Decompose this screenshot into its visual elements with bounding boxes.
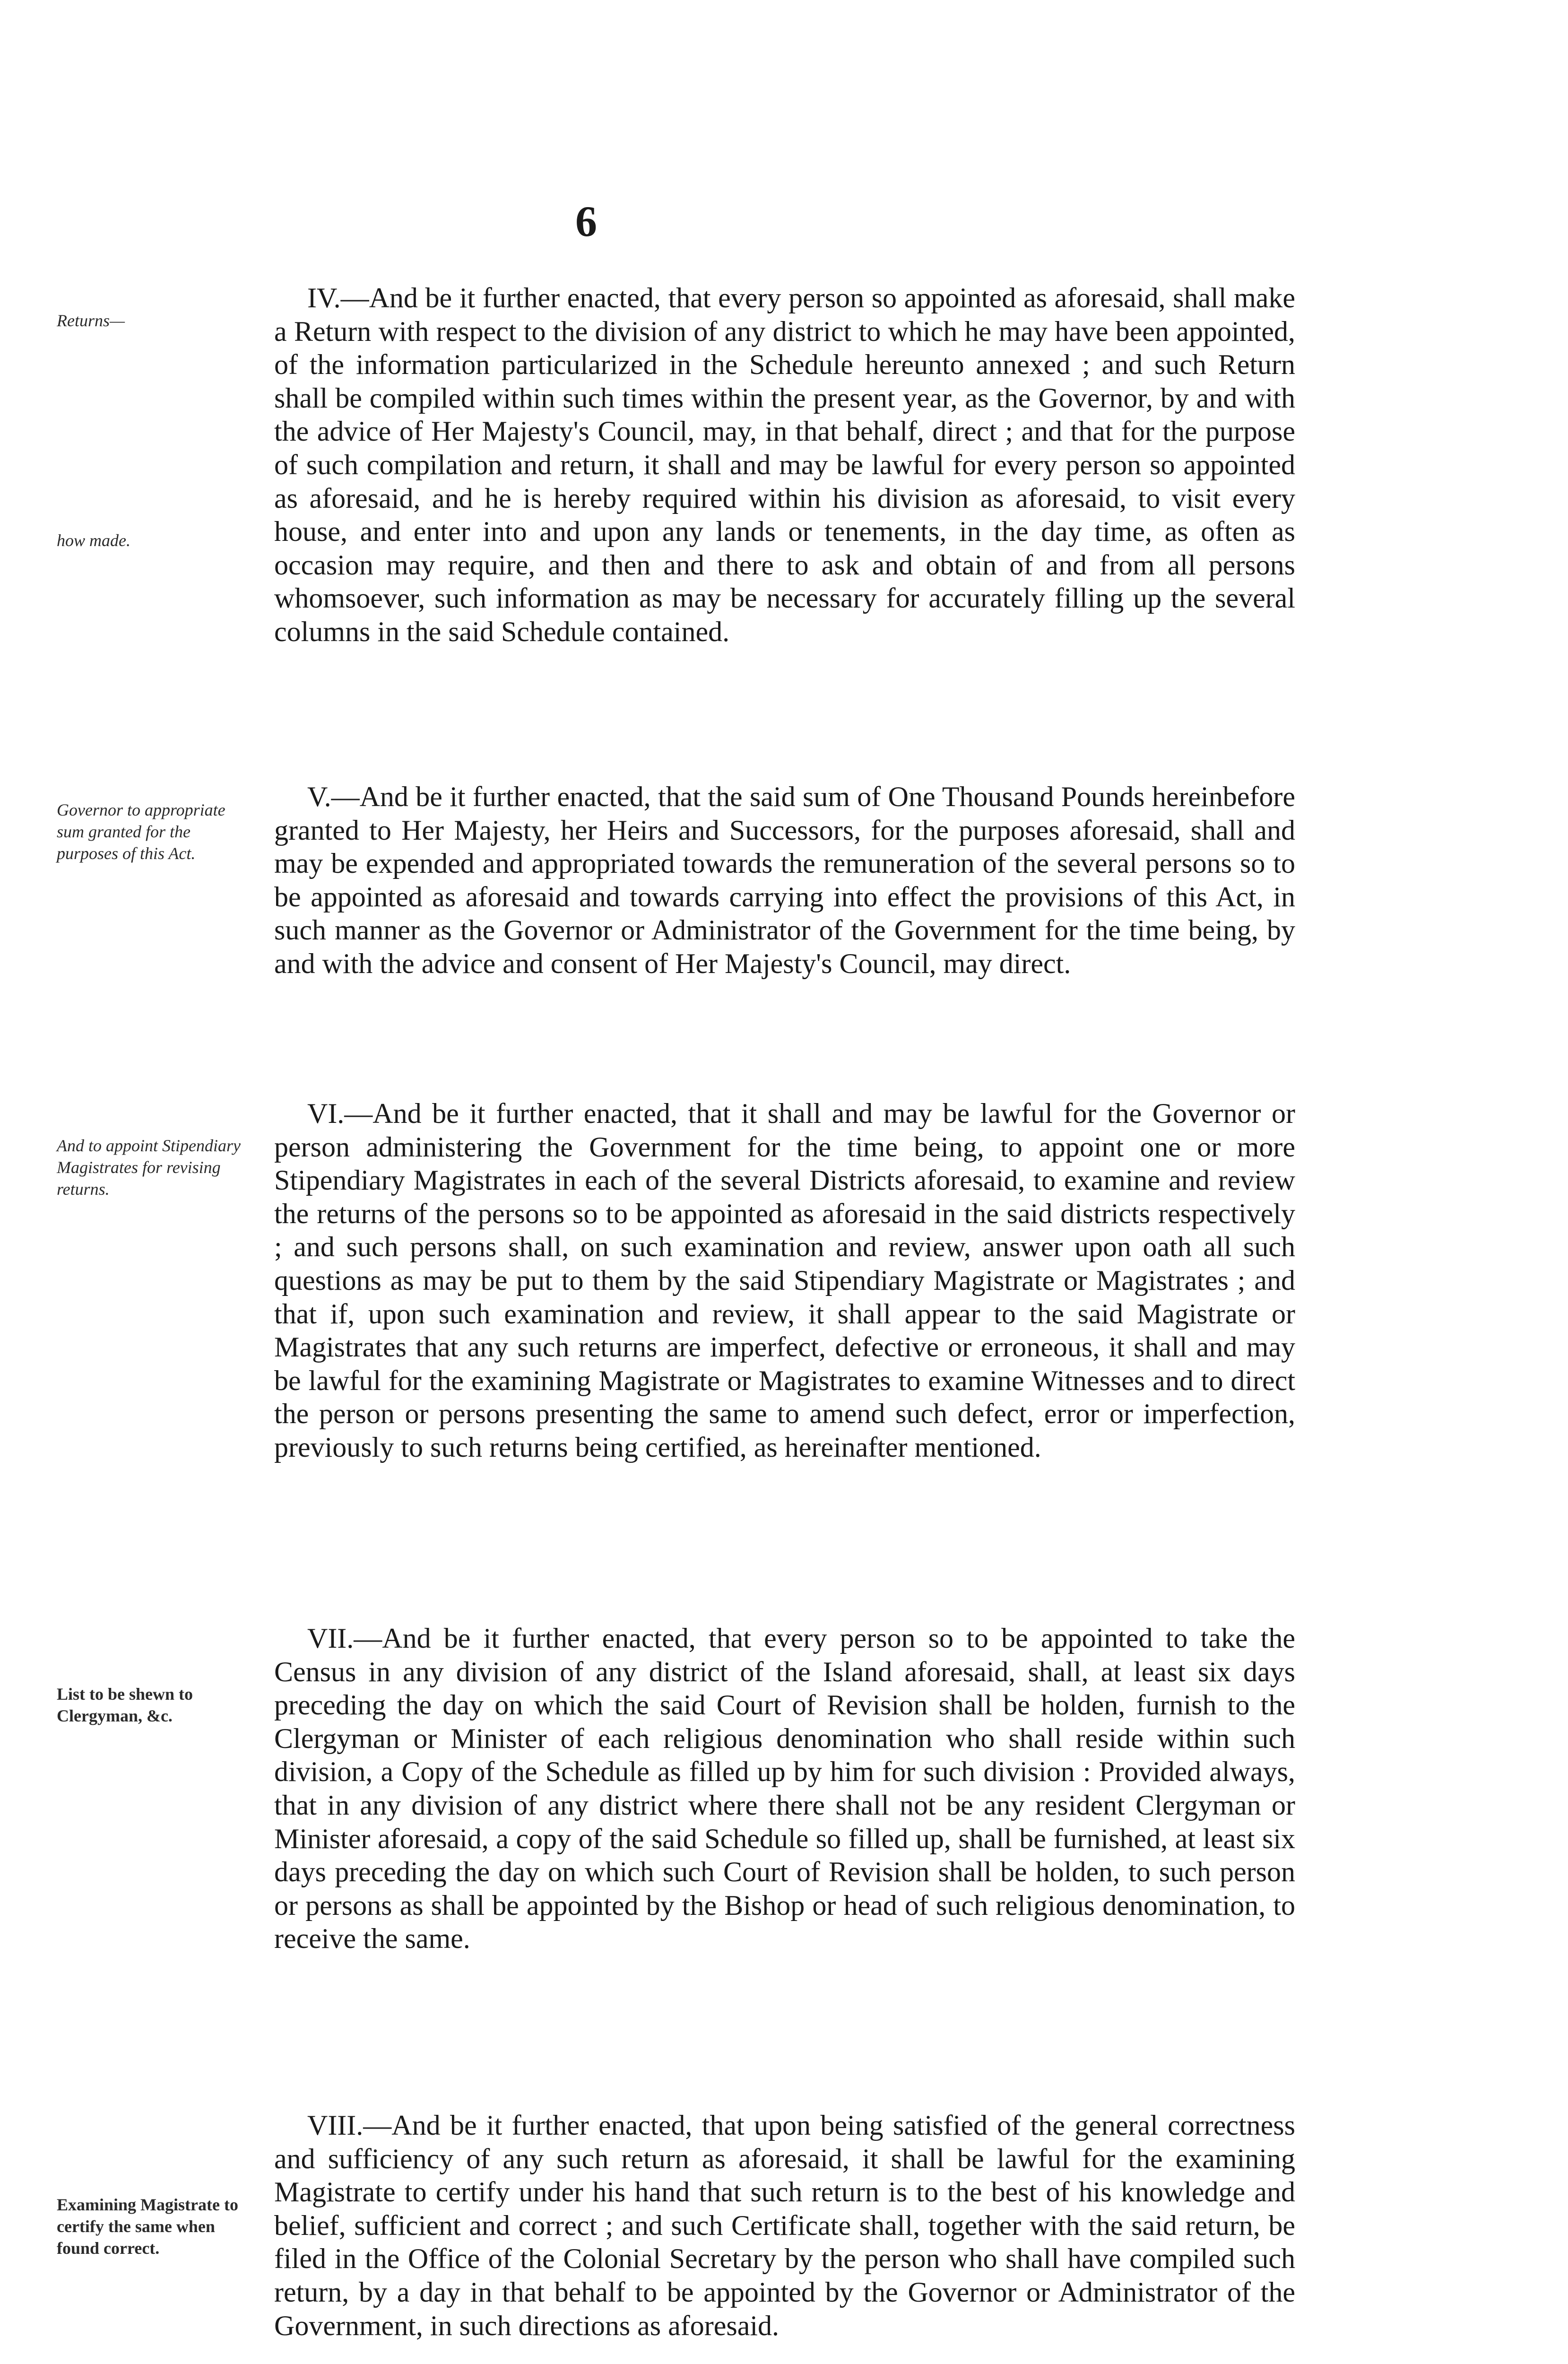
sidenote-examining-magistrate: Examining Magistrate to certify the same when found correct.: [57, 2195, 238, 2258]
section-iv: IV.—And be it further enacted, that every person so appointed as aforesaid, shall make a Return with respect to the division of any district to which he may have been appointed, of the information particularized in the Schedule hereunto annexed ; and such Return shall be compiled within such times within the present year, as the Governor, by and with the advice of Her Majesty's Council, may, in that behalf, direct ; and that for the purpose of such compilation and return, it shall and may be lawful for every person so appointed as aforesaid, and he is hereby required within his division as aforesaid, to visit every house, and enter into and upon any lands or tenements, in the day time, as often as occasion may require, and then and there to ask and obtain of and from all persons whomsoever, such information as may be necessary for accurately filling up the several columns in the said Schedule contained.: [274, 282, 1295, 647]
sidenote-returns: Returns—: [57, 311, 125, 330]
sidenote-list-clergyman: List to be shewn to Clergyman, &c.: [57, 1685, 193, 1725]
section-viii: VIII.—And be it further enacted, that upon being satisfied of the general correctness and sufficiency of any such return as aforesaid, it shall be lawful for the examining Magistrate to certify under his hand that such return is to the best of his knowledge and belief, sufficient and correct ; and such Certificate shall, together with the said return, be filed in the Office of the Colonial Secretary by the person who shall have compiled such return, by a day in that behalf to be appointed by the Governor or Administrator of the Government, in such directions as aforesaid.: [274, 2110, 1295, 2341]
section-vi: VI.—And be it further enacted, that it shall and may be lawful for the Governor or person administering the Government for the time being, to appoint one or more Stipendiary Magistrates in each of the several Districts aforesaid, to examine and review the returns of the persons so to be appointed as aforesaid in the said districts respectively ; and such persons shall, on such examination and review, answer upon oath all such questions as may be put to them by the said Stipendiary Magistrate or Magistrates ; and that if, upon such examination and review, it shall appear to the said Magistrate or Magistrates that any such returns are imperfect, defective or erroneous, it shall and may be lawful for the examining Magistrate or Magistrates to examine Witnesses and to direct the person or persons presenting the same to amend such defect, error or imperfection, previously to such returns being certified, as hereinafter mentioned.: [274, 1098, 1295, 1463]
section-vii: VII.—And be it further enacted, that every person so to be appointed to take the Census in any division of any district of the Island aforesaid, shall, at least six days preceding the day on which the said Court of Revision shall be holden, furnish to the Clergyman or Minister of each religious denomination who shall reside within such division, a Copy of the Schedule as filled up by him for such division : Provided always, that in any division of any district where there shall not be any resident Clergyman or Minister aforesaid, a copy of the said Schedule so filled up, shall be furnished, at least six days preceding the day on which such Court of Revision shall be holden, to such person or persons as shall be appointed by the Bishop or head of such religious denomination, to receive the same.: [274, 1623, 1295, 1955]
sidenote-governor-appropriate: Governor to appropriate sum granted for the purposes of this Act.: [57, 800, 225, 863]
sidenote-how-made: how made.: [57, 531, 130, 550]
page-number: 6: [575, 197, 597, 245]
section-v: V.—And be it further enacted, that the said sum of One Thousand Pounds hereinbefore granted to Her Majesty, her Heirs and Successors, for the purposes aforesaid, shall and may be expended and appropriated towards the remuneration of the several persons so to be appointed as aforesaid and towards carrying into effect the provisions of this Act, in such manner as the Governor or Administrator of the Government for the time being, by and with the advice and consent of Her Majesty's Council, may direct.: [274, 781, 1295, 979]
sidenote-stipendiary-magistrates: And to appoint Stipendiary Magistrates for revising returns.: [57, 1136, 241, 1199]
